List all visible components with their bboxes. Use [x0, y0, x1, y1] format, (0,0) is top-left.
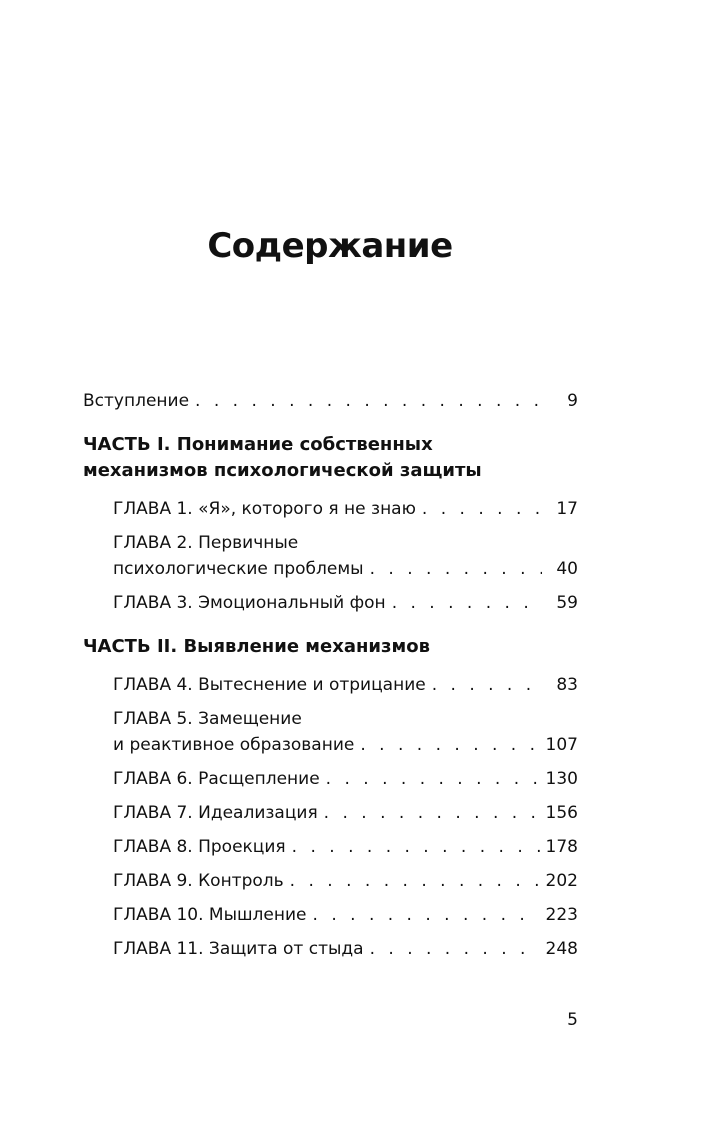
- leader-dots: [313, 902, 540, 928]
- toc-entry-label: ГЛАВА 6. Расщепление: [113, 769, 320, 789]
- leader-dots: [432, 672, 542, 698]
- toc-entry-page: 178: [545, 837, 578, 857]
- toc-entry-label: ГЛАВА 7. Идеализация: [113, 803, 318, 823]
- toc-entry-label: ГЛАВА 4. Вытеснение и отрицание: [113, 675, 426, 695]
- leader-dots: [326, 766, 540, 792]
- leader-dots: [360, 732, 539, 758]
- toc-entry-label: и реактивное образование: [113, 735, 355, 755]
- leader-dots: [324, 800, 540, 826]
- toc-entry-chapter-10[interactable]: [83, 902, 578, 928]
- toc-entry-page: 223: [545, 905, 578, 925]
- toc-entry-chapter-4[interactable]: [83, 672, 578, 698]
- toc-entry-page: 83: [556, 675, 578, 695]
- part-heading-1[interactable]: [83, 432, 578, 484]
- toc-entry-label: Вступление: [83, 391, 190, 411]
- toc-entry-page: 9: [567, 391, 578, 411]
- toc-entry-chapter-1[interactable]: [83, 496, 578, 522]
- toc-entry-page: 107: [545, 735, 578, 755]
- toc-entry-lead: ГЛАВА 2. Первичные: [113, 533, 299, 553]
- leader-dots: [290, 868, 540, 894]
- toc-entry-lead: ГЛАВА 5. Замещение: [113, 709, 302, 729]
- leader-dots: [392, 590, 542, 616]
- part-heading-2[interactable]: [83, 634, 578, 660]
- toc-entry-chapter-7[interactable]: [83, 800, 578, 826]
- table-of-contents: [83, 388, 578, 970]
- toc-entry-label: ГЛАВА 9. Контроль: [113, 871, 284, 891]
- toc-entry-page: 202: [545, 871, 578, 891]
- toc-entry-label: ГЛАВА 11. Защита от стыда: [113, 939, 364, 959]
- toc-entry-page: 248: [545, 939, 578, 959]
- toc-entry-page: 59: [556, 593, 578, 613]
- toc-entry-chapter-6[interactable]: [83, 766, 578, 792]
- toc-entry-label: ГЛАВА 10. Мышление: [113, 905, 307, 925]
- page-number: 5: [567, 1010, 578, 1030]
- part-title-line: механизмов психологической защиты: [83, 460, 482, 481]
- toc-entry-label: ГЛАВА 3. Эмоциональный фон: [113, 593, 386, 613]
- toc-entry-intro[interactable]: [83, 388, 578, 414]
- toc-entry-chapter-5[interactable]: [83, 706, 578, 758]
- toc-entry-page: 17: [556, 499, 578, 519]
- toc-entry-label: ГЛАВА 1. «Я», которого я не знаю: [113, 499, 416, 519]
- toc-entry-page: 130: [545, 769, 578, 789]
- leader-dots: [292, 834, 540, 860]
- toc-entry-label: психологические проблемы: [113, 559, 364, 579]
- toc-entry-page: 40: [556, 559, 578, 579]
- toc-entry-page: 156: [545, 803, 578, 823]
- leader-dots: [195, 388, 542, 414]
- toc-entry-chapter-2[interactable]: [83, 530, 578, 582]
- leader-dots: [422, 496, 542, 522]
- part-title-line: ЧАСТЬ II. Выявление механизмов: [83, 636, 430, 657]
- toc-entry-chapter-3[interactable]: [83, 590, 578, 616]
- leader-dots: [370, 556, 542, 582]
- toc-entry-chapter-9[interactable]: [83, 868, 578, 894]
- toc-entry-label: ГЛАВА 8. Проекция: [113, 837, 286, 857]
- toc-entry-chapter-11[interactable]: [83, 936, 578, 962]
- page-title: Содержание: [207, 226, 453, 266]
- part-title-line: ЧАСТЬ I. Понимание собственных: [83, 434, 433, 455]
- leader-dots: [370, 936, 540, 962]
- toc-entry-chapter-8[interactable]: [83, 834, 578, 860]
